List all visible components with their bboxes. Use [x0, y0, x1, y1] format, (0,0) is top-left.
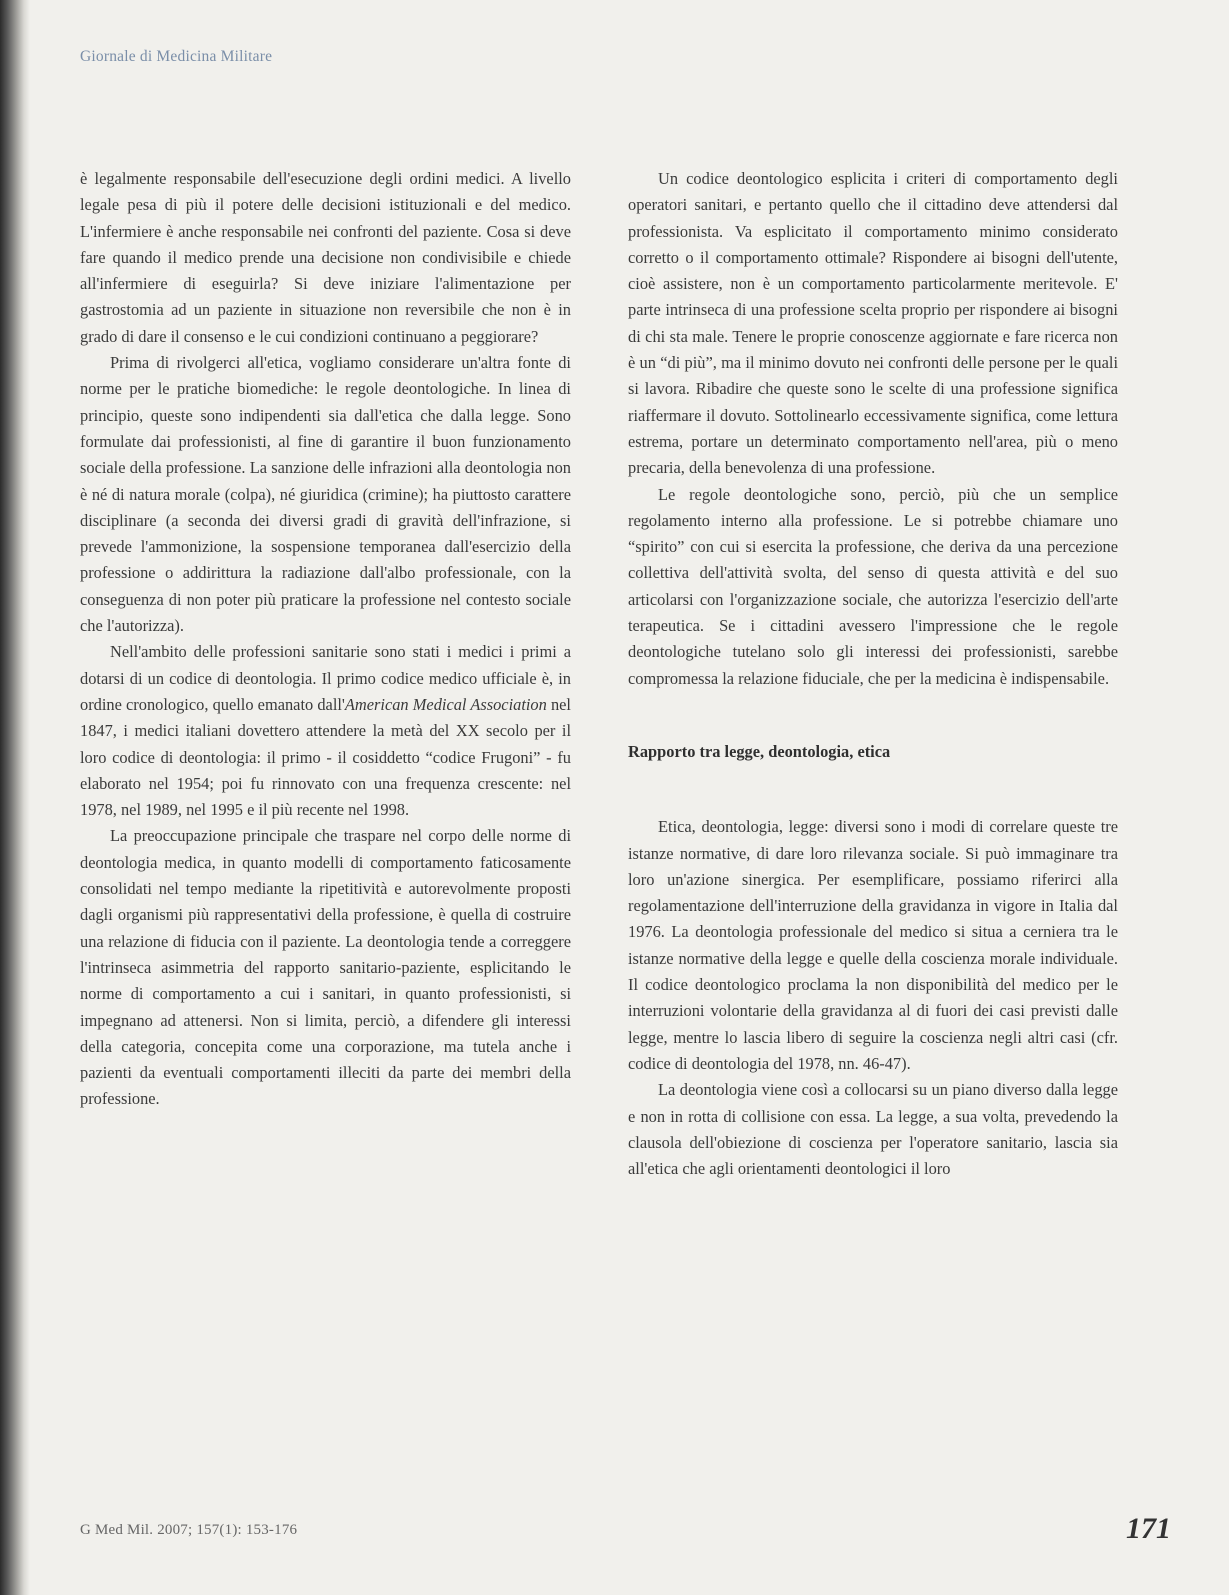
left-paragraph-3-italic-org: American Medical Association	[344, 694, 547, 714]
left-paragraph-2: Prima di rivolgerci all'etica, vogliamo considerare un'altra fonte di norme per le pratiche biomediche: le regole deontologiche. In linea di principio, queste sono indipendenti sia dall'etica che dalla legge. Sono formulate dai professionisti, al fine di garantire il buon funzionamento sociale della professione. La sanzione delle infrazioni alla deontologia non è né di natura morale (colpa), né giuridica (crimine); ha piuttosto carattere disciplinare (a seconda dei diversi gradi di gravità dell'infrazione, si prevede l'ammonizione, la sospensione temporanea dall'esercizio della professione o addirittura la radiazione dall'albo professionale, con la conseguenza di non poter più praticare la professione nel contesto sociale che l'autorizza).	[80, 353, 571, 636]
right-paragraph-2: Le regole deontologiche sono, perciò, più che un semplice regolamento interno alla professione. Le si potrebbe chiamare uno “spirito” con cui si esercita la professione, che deriva da una percezione collettiva dell'attività svolta, del senso di questa attività e del suo articolarsi con l'organizzazione sociale, che autorizza l'esercizio dell'arte terapeutica. Se i cittadini avessero l'impressione che le regole deontologiche tutelano solo gli interessi dei professionisti, sarebbe compromessa la relazione fiduciale, che per la medicina è indispensabile.	[628, 484, 1118, 688]
left-paragraph-3-text-b: nel 1847, i medici italiani dovettero attendere la metà del XX secolo per il loro codice di deontologia: il primo - il cosiddetto “codice Frugoni” - fu elaborato nel 1954; poi fu rinnovato con una frequenza crescente: nel 1978, nel 1989, nel 1995 e il più recente nel 1998.	[80, 694, 571, 820]
book-binding-shadow	[0, 0, 30, 1595]
left-paragraph-4: La preoccupazione principale che traspare nel corpo delle norme di deontologia medica, in quanto modelli di comportamento faticosamente consolidati nel tempo mediante la ripetitività e autorevolmente proposti dagli organismi più rappresentativi della professione, è quella di costruire una relazione di fiducia con il paziente. La deontologia tende a correggere l'intrinseca asimmetria del rapporto sanitario-paziente, esplicitando le norme di comportamento a cui i sanitari, in quanto professionisti, si impegnano ad attenersi. Non si limita, perciò, a difendere gli interessi della categoria, concepita come una corporazione, ma tutela anche i pazienti da eventuali comportamenti illeciti da parte dei membri della professione.	[80, 826, 571, 1109]
running-head-journal-title: Giornale di Medicina Militare	[80, 48, 273, 65]
right-paragraph-3: Etica, deontologia, legge: diversi sono i modi di correlare queste tre istanze normative, di dare loro rilevanza sociale. Si può immaginare tra loro un'azione sinergica. Per esemplificare, possiamo riferirci alla regolamentazione dell'interruzione della gravidanza in vigore in Italia dal 1976. La deontologia professionale del medico si situa a cerniera tra le istanze normative della legge e quelle della coscienza morale individuale. Il codice deontologico proclama la non disponibilità del medico per le interruzioni volontarie della gravidanza al di fuori dei casi previsti dalle legge, mentre lo lascia libero di seguire la coscienza negli altri casi (cfr. codice di deontologia del 1978, nn. 46-47).	[628, 817, 1118, 1073]
page-number: 171	[1126, 1512, 1171, 1545]
left-paragraph-3	[80, 639, 571, 823]
left-column	[80, 166, 571, 1113]
section-heading: Rapporto tra legge, deontologia, etica	[628, 741, 891, 761]
footer-citation: G Med Mil. 2007; 157(1): 153-176	[80, 1522, 298, 1538]
right-paragraph-1: Un codice deontologico esplicita i criteri di comportamento degli operatori sanitari, e pertanto quello che il cittadino deve attendersi dal professionista. Va esplicitato il comportamento minimo considerato corretto o il comportamento ottimale? Rispondere ai bisogni dell'utente, cioè assistere, non è un comportamento particolarmente meritevole. E' parte intrinseca di una professione scelta proprio per rispondere ai bisogni di chi sta male. Tenere le proprie conoscenze aggiornate e fare ricerca non è un “di più”, ma il minimo dovuto nei confronti delle persone per le quali si lavora. Ribadire che queste sono le scelte di una professione significa riaffermare il dovuto. Sottolinearlo eccessivamente significa, come lettura estrema, portare un determinato comportamento nell'area, più o meno precaria, della benevolenza di una professione.	[628, 169, 1118, 478]
left-paragraph-1: è legalmente responsabile dell'esecuzione degli ordini medici. A livello legale pesa di più il potere delle decisioni istituzionali e del medico. L'infermiere è anche responsabile nei confronti del paziente. Cosa si deve fare quando il medico prende una decisione non condivisibile e chiede all'infermiere di eseguirla? Si deve iniziare l'alimentazione per gastrostomia ad un paziente in situazione non reversibile che non è in grado di dare il consenso e le cui condizioni continuano a peggiorare?	[80, 169, 571, 346]
right-column	[628, 166, 1118, 1182]
right-paragraph-4: La deontologia viene così a collocarsi su un piano diverso dalla legge e non in rotta di collisione con essa. La legge, a sua volta, prevedendo la clausola dell'obiezione di coscienza per l'operatore sanitario, lascia sia all'etica che agli orientamenti deontologici il loro	[628, 1080, 1118, 1179]
left-paragraph-3-text-a: Nell'ambito delle professioni sanitarie sono stati i medici i primi a dotarsi di un codice di deontologia. Il primo codice medico ufficiale è, in ordine cronologico, quello emanato dall'	[80, 642, 571, 714]
